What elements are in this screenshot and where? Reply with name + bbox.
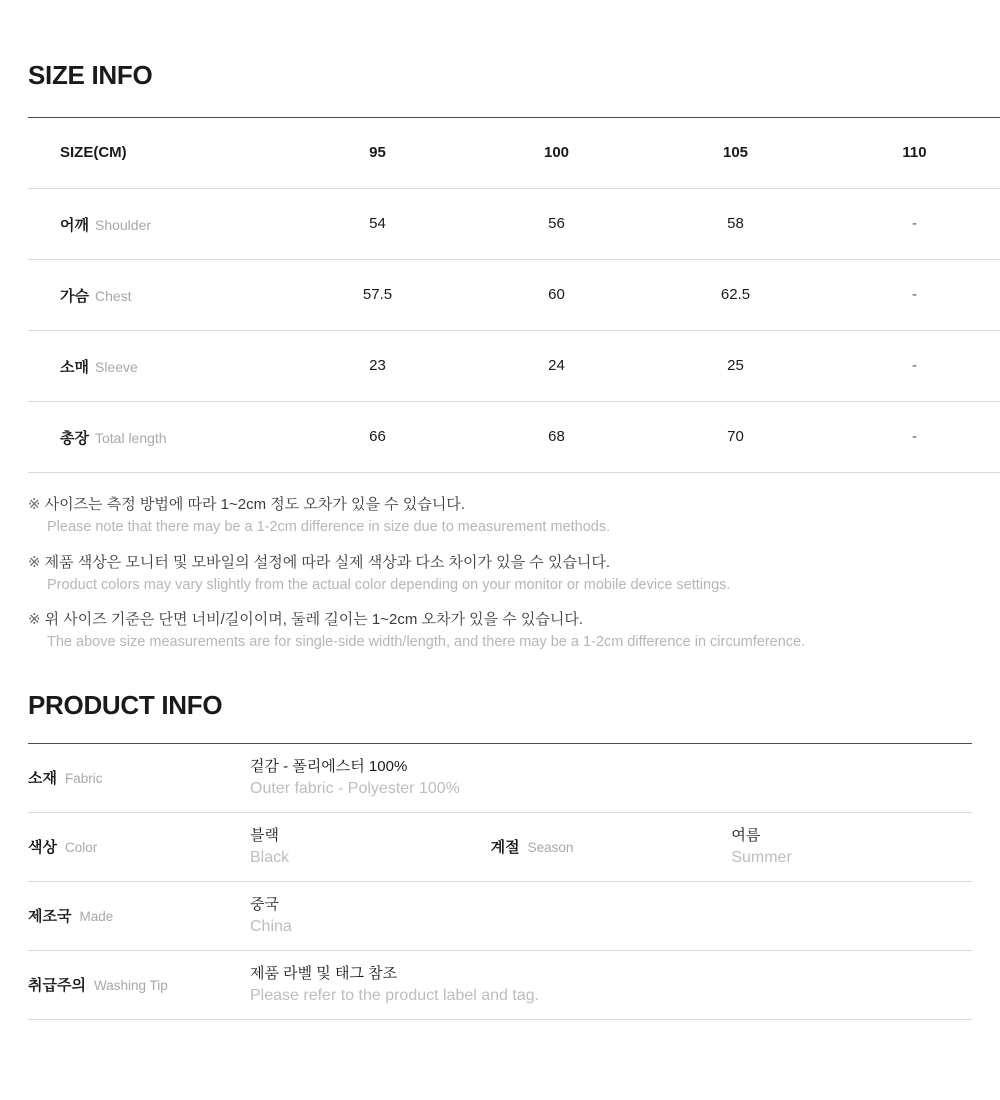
product-info-value-washing: 제품 라벨 및 태그 참조 Please refer to the product label and tag. (250, 950, 972, 1019)
note-mark-icon: ※ (28, 496, 41, 513)
note-mark-icon: ※ (28, 611, 41, 629)
size-cell-shoulder-95: 54 (288, 189, 467, 260)
size-row-label-sleeve: 소매 Sleeve (28, 331, 288, 402)
size-note-2-en: Product colors may vary slightly from the actual color depending on your monitor or mobile device settings. (47, 576, 731, 593)
size-cell-sleeve-110: - (825, 331, 1000, 402)
size-note-2 (28, 553, 972, 596)
size-table (28, 117, 1000, 473)
size-note-3-en: The above size measurements are for single-side width/length, and there may be a 1-2cm difference in circumference. (47, 634, 806, 651)
size-cell-sleeve-95: 23 (288, 331, 467, 402)
product-info-label-made: 제조국 Made (28, 881, 250, 950)
size-cell-sleeve-100: 24 (467, 331, 646, 402)
product-info-label-color: 색상 Color (28, 812, 250, 881)
size-cell-chest-110: - (825, 260, 1000, 331)
size-row-label-total-length: 총장 Total length (28, 402, 288, 473)
size-table-header-col-100: 100 (467, 118, 646, 189)
size-table-header-col-95: 95 (288, 118, 467, 189)
table-row (28, 881, 972, 950)
product-info-value-made: 중국 China (250, 881, 972, 950)
size-note-3 (28, 610, 972, 653)
product-info-label-fabric: 소재 Fabric (28, 743, 250, 812)
product-info-title: PRODUCT INFO (28, 689, 223, 720)
product-info-value-season: 여름 Summer (731, 812, 972, 881)
size-cell-shoulder-100: 56 (467, 189, 646, 260)
size-note-1 (28, 495, 972, 538)
size-note-2-ko: 제품 색상은 모니터 및 모바일의 설정에 따라 실제 색상과 다소 차이가 있을 수 있습니다. (44, 553, 611, 571)
size-note-3-ko: 위 사이즈 기준은 단면 너비/길이이며, 둘레 길이는 1~2cm 오차가 있을 수 있습니다. (44, 611, 584, 629)
size-cell-shoulder-110: - (825, 189, 1000, 260)
size-cell-chest-105: 62.5 (646, 260, 825, 331)
table-row (28, 812, 972, 881)
product-info-value-fabric: 겉감 - 폴리에스터 100% Outer fabric - Polyester 100% (250, 743, 972, 812)
size-row-label-shoulder: 어깨 Shoulder (28, 189, 288, 260)
size-note-1-ko: 사이즈는 측정 방법에 따라 1~2cm 정도 오차가 있을 수 있습니다. (44, 496, 465, 513)
size-note-1-en: Please note that there may be a 1-2cm difference in size due to measurement methods. (47, 519, 611, 536)
size-cell-sleeve-105: 25 (646, 331, 825, 402)
product-info-label-season: 계절 Season (491, 812, 732, 881)
size-cell-total-110: - (825, 402, 1000, 473)
size-cell-total-100: 68 (467, 402, 646, 473)
size-cell-total-105: 70 (646, 402, 825, 473)
size-table-header-col-105: 105 (646, 118, 825, 189)
product-info-value-color: 블랙 Black (250, 812, 491, 881)
table-row (28, 950, 972, 1019)
size-notes (28, 495, 972, 653)
size-cell-chest-95: 57.5 (288, 260, 467, 331)
note-mark-icon: ※ (28, 553, 41, 571)
size-table-header-col-110: 110 (825, 118, 1000, 189)
size-cell-chest-100: 60 (467, 260, 646, 331)
size-table-header-row (28, 118, 1000, 189)
size-cell-shoulder-105: 58 (646, 189, 825, 260)
table-row (28, 189, 1000, 260)
size-table-header-label: SIZE(CM) (28, 118, 288, 189)
size-cell-total-95: 66 (288, 402, 467, 473)
table-row (28, 260, 1000, 331)
size-row-label-chest: 가슴 Chest (28, 260, 288, 331)
table-row (28, 331, 1000, 402)
table-row (28, 402, 1000, 473)
size-info-title: SIZE INFO (28, 60, 153, 90)
product-info-table (28, 743, 972, 1020)
table-row (28, 743, 972, 812)
product-info-label-washing: 취급주의 Washing Tip (28, 950, 250, 1019)
